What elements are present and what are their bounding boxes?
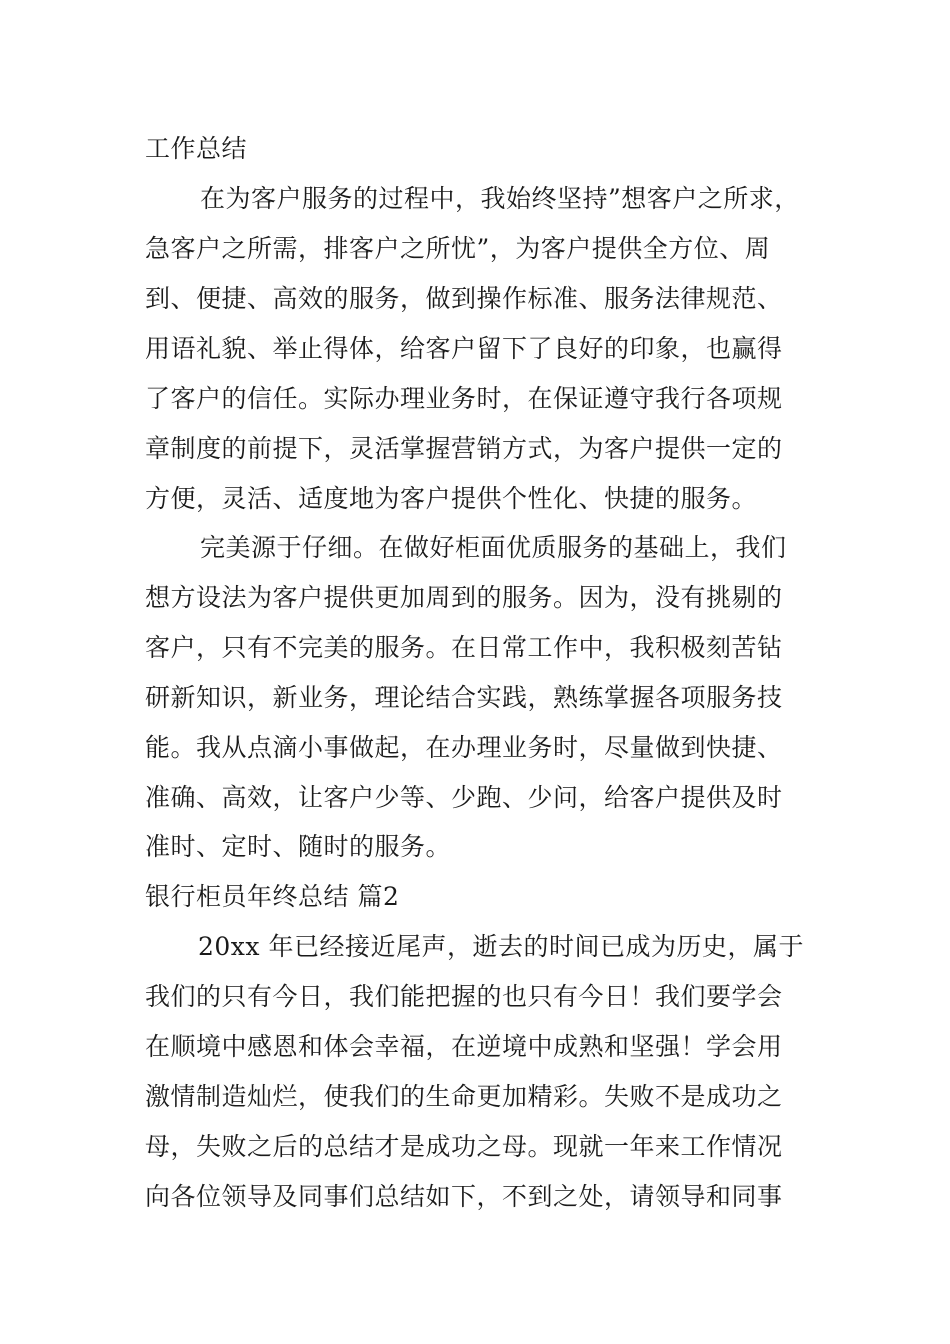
paragraph-line: 20xx 年已经接近尾声，逝去的时间已成为历史，属于 <box>198 932 804 961</box>
section-title: 工作总结 <box>145 134 248 163</box>
paragraph-line: 完美源于仔细。在做好柜面优质服务的基础上，我们 <box>200 533 787 562</box>
paragraph-line: 我们的只有今日，我们能把握的也只有今日！我们要学会 <box>145 982 783 1011</box>
paragraph-line: 想方设法为客户提供更加周到的服务。因为，没有挑剔的 <box>145 583 783 612</box>
paragraph-line: 用语礼貌、举止得体，给客户留下了良好的印象，也赢得 <box>145 334 783 363</box>
paragraph-line: 客户，只有不完美的服务。在日常工作中，我积极刻苦钻 <box>145 633 783 662</box>
paragraph-line: 准时、定时、随时的服务。 <box>145 832 452 861</box>
paragraph-line: 到、便捷、高效的服务，做到操作标准、服务法律规范、 <box>145 284 783 313</box>
paragraph-line: 激情制造灿烂，使我们的生命更加精彩。失败不是成功之 <box>145 1082 783 1111</box>
paragraph-line: 急客户之所需，排客户之所忧”，为客户提供全方位、周 <box>145 234 771 263</box>
paragraph-line: 章制度的前提下，灵活掌握营销方式，为客户提供一定的 <box>145 434 783 463</box>
paragraph-line: 向各位领导及同事们总结如下，不到之处，请领导和同事 <box>145 1182 783 1211</box>
paragraph-line: 能。我从点滴小事做起，在办理业务时，尽量做到快捷、 <box>145 733 783 762</box>
paragraph-line: 方便，灵活、适度地为客户提供个性化、快捷的服务。 <box>145 484 758 513</box>
section-title: 银行柜员年终总结 篇2 <box>145 882 400 911</box>
paragraph-line: 在为客户服务的过程中，我始终坚持”想客户之所求， <box>200 184 800 213</box>
paragraph-line: 在顺境中感恩和体会幸福，在逆境中成熟和坚强！学会用 <box>145 1032 783 1061</box>
paragraph-line: 准确、高效，让客户少等、少跑、少问，给客户提供及时 <box>145 783 783 812</box>
paragraph-line: 母，失败之后的总结才是成功之母。现就一年来工作情况 <box>145 1132 783 1161</box>
paragraph-line: 研新知识，新业务，理论结合实践，熟练掌握各项服务技 <box>145 683 783 712</box>
paragraph-line: 了客户的信任。实际办理业务时，在保证遵守我行各项规 <box>145 384 783 413</box>
